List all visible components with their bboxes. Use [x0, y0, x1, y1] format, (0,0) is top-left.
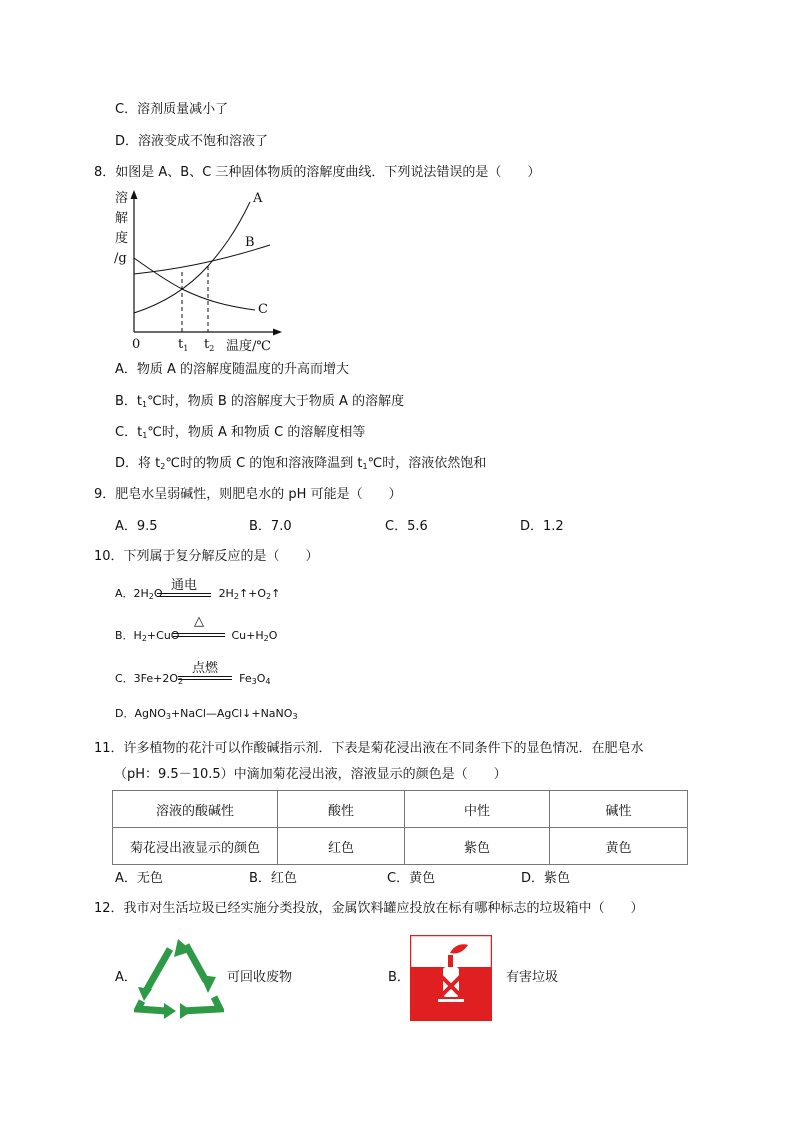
q8-option-c: C．$t_1℃$时，物质 A 和物质 C 的溶解度相等 — [115, 425, 366, 440]
solubility-graph — [110, 188, 290, 358]
q7-option-d: D．溶液变成不饱和溶液了 — [115, 134, 269, 149]
q7-option-c: C．溶剂质量减小了 — [115, 102, 229, 117]
curve-c — [134, 258, 255, 310]
q11-stem-line1: 11．许多植物的花汁可以作酸碱指示剂．下表是菊花浸出液在不同条件下的显色情况．在肥皂水 — [94, 741, 644, 756]
graph-ylabel-2: 解 — [115, 211, 129, 226]
q10-b-condition: △ — [173, 614, 225, 640]
q10-c-condition: 点燃 — [178, 657, 232, 683]
table-cell: 溶液的酸碱性 — [113, 791, 278, 828]
q12-option-b-letter: B． — [388, 970, 410, 985]
table-cell: 黄色 — [550, 828, 688, 865]
curve-label-c: C — [258, 302, 268, 317]
q9-option-a: A．9.5 — [115, 519, 158, 534]
q12-option-a-letter: A． — [115, 970, 137, 985]
graph-t1: $t_1$ — [178, 337, 189, 353]
q11-option-d: D．紫色 — [521, 871, 571, 886]
table-row — [113, 828, 688, 865]
x-axis-arrow — [273, 329, 282, 336]
curve-label-a: A — [253, 191, 263, 206]
q12-option-a-label: 可回收废物 — [227, 970, 293, 985]
recycle-icon — [134, 937, 224, 1019]
graph-t2: $t_2$ — [204, 337, 215, 353]
table-cell: 菊花浸出液显示的颜色 — [113, 828, 278, 865]
q8-stem: 8．如图是 A、B、C 三种固体物质的溶解度曲线．下列说法错误的是（ ） — [94, 165, 541, 180]
table-cell: 红色 — [278, 828, 405, 865]
q11-stem-line2: （pH：9.5－10.5）中滴加菊花浸出液，溶液显示的颜色是（ ） — [114, 767, 507, 782]
q9-stem: 9．肥皂水呈弱碱性，则肥皂水的 pH 可能是（ ） — [94, 487, 402, 502]
graph-ylabel-3: 度 — [115, 231, 129, 246]
q10-option-c: C．$3Fe+2O_2$ $Fe_3O_4$ — [115, 672, 271, 686]
q10-option-a: A．$2H_2O$ $2H_2↑+O_2↑$ — [115, 587, 281, 601]
indicator-table — [112, 790, 688, 865]
q11-option-a: A．无色 — [115, 871, 163, 886]
graph-ylabel-4: /g — [114, 251, 127, 266]
q8-option-d: D．将 $t_2℃$时的物质 C 的饱和溶液降温到 $t_1℃$时，溶液依然饱和 — [115, 456, 487, 471]
y-axis-arrow — [131, 190, 138, 199]
graph-ylabel-1: 溶 — [115, 191, 129, 206]
graph-xlabel: 温度/℃ — [226, 339, 271, 354]
table-cell: 紫色 — [405, 828, 550, 865]
q11-option-c: C．黄色 — [387, 871, 436, 886]
q9-option-b: B．7.0 — [249, 519, 292, 534]
q10-option-b: B．$H_2+CuO$ $Cu+H_2O$ — [115, 629, 278, 643]
graph-origin: 0 — [132, 337, 141, 352]
q9-option-c: C．5.6 — [385, 519, 428, 534]
curve-label-b: B — [245, 235, 255, 250]
q9-option-d: D．1.2 — [520, 519, 564, 534]
q8-option-a: A．物质 A 的溶解度随温度的升高而增大 — [115, 362, 350, 377]
q12-stem: 12．我市对生活垃圾已经实施分类投放，金属饮料罐应投放在标有哪种标志的垃圾箱中（ ） — [94, 901, 644, 916]
table-row — [113, 791, 688, 828]
curve-a — [134, 202, 250, 313]
q12-option-b-label: 有害垃圾 — [506, 970, 559, 985]
table-cell: 酸性 — [278, 791, 405, 828]
q10-option-d: D．AgNO$_3$+NaCl—AgCl↓+NaNO$_3$ — [115, 707, 298, 721]
q10-a-condition: 通电 — [157, 574, 211, 600]
hazardous-waste-icon — [410, 935, 492, 1021]
table-cell: 中性 — [405, 791, 550, 828]
q10-stem: 10．下列属于复分解反应的是（ ） — [94, 549, 319, 564]
q11-option-b: B．红色 — [249, 871, 297, 886]
q8-option-b: B．$t_1℃$时，物质 B 的溶解度大于物质 A 的溶解度 — [115, 394, 405, 409]
table-cell: 碱性 — [550, 791, 688, 828]
